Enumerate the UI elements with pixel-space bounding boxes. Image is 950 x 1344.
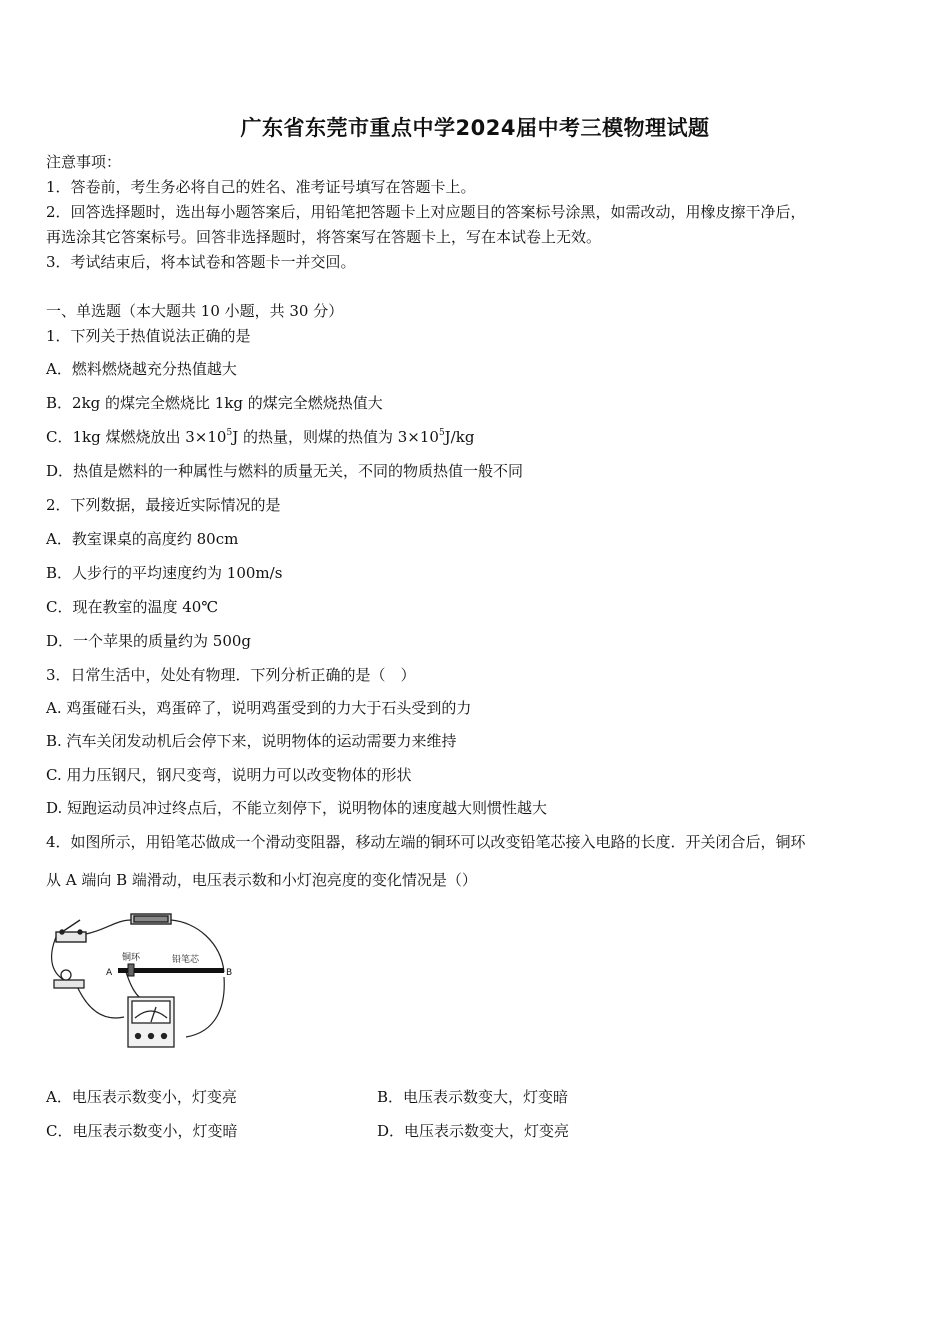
q3-stem: 3．日常生活中，处处有物理．下列分析正确的是（ ） (46, 666, 416, 684)
q3-option-c: C. 用力压钢尺，钢尺变弯，说明力可以改变物体的形状 (46, 766, 412, 784)
label-b: B (226, 968, 233, 978)
q4-option-a: A．电压表示数变小，灯变亮 (46, 1088, 237, 1106)
q4-option-c: C．电压表示数变小，灯变暗 (46, 1122, 238, 1140)
q4-stem-line-1: 4．如图所示，用铅笔芯做成一个滑动变阻器，移动左端的铜环可以改变铅笔芯接入电路的长度．开关闭合后，铜环 (46, 833, 806, 851)
q4-option-d: D．电压表示数变大，灯变亮 (377, 1122, 570, 1140)
q3-option-a: A. 鸡蛋碰石头，鸡蛋碎了，说明鸡蛋受到的力大于石头受到的力 (46, 699, 472, 717)
q3-option-b: B. 汽车关闭发动机后会停下来，说明物体的运动需要力来维持 (46, 732, 457, 750)
q1-option-a: A．燃料燃烧越充分热值越大 (46, 360, 237, 378)
battery-icon (131, 914, 171, 924)
q2-option-b: B．人步行的平均速度约为 100m/s (46, 564, 283, 582)
pencil-lead (118, 964, 224, 976)
q2-stem: 2．下列数据，最接近实际情况的是 (46, 496, 281, 514)
q1-option-c (46, 427, 474, 447)
notice-item-3: 3．考试结束后，将本试卷和答题卡一并交回。 (46, 253, 356, 271)
label-a: A (106, 968, 113, 978)
q4-stem-line-2: 从 A 端向 B 端滑动，电压表示数和小灯泡亮度的变化情况是（） (46, 871, 477, 889)
q1-stem: 1．下列关于热值说法正确的是 (46, 327, 251, 345)
q1-option-c-part2: J 的热量，则煤的热值为 3×10 (232, 428, 439, 446)
notice-heading: 注意事项： (46, 153, 122, 171)
notice-item-2-line-1: 2．回答选择题时，选出每小题答案后，用铅笔把答题卡上对应题目的答案标号涂黑，如需改动，用橡皮擦干净后， (46, 203, 806, 221)
label-pencil-lead: 铅笔芯 (172, 955, 200, 965)
q2-option-c: C．现在教室的温度 40℃ (46, 598, 219, 616)
notice-item-1: 1．答卷前，考生务必将自己的姓名、准考证号填写在答题卡上。 (46, 178, 476, 196)
q4-option-b: B．电压表示数变大，灯变暗 (377, 1088, 569, 1106)
notice-item-2-line-2: 再选涂其它答案标号。回答非选择题时，将答案写在答题卡上，写在本试卷上无效。 (46, 228, 602, 246)
q3-option-d: D. 短跑运动员冲过终点后，不能立刻停下，说明物体的速度越大则惯性越大 (46, 799, 548, 817)
section-heading: 一、单选题（本大题共 10 小题，共 30 分） (46, 302, 344, 320)
voltmeter-icon (128, 997, 174, 1047)
circuit-figure (46, 912, 246, 1057)
q1-option-d: D．热值是燃料的一种属性与燃料的质量无关，不同的物质热值一般不同 (46, 462, 524, 480)
page-title: 广东省东莞市重点中学2024届中考三模物理试题 (240, 116, 710, 140)
q1-option-c-exponent-1: 5 (226, 428, 233, 438)
bulb-icon (54, 970, 84, 988)
q1-option-c-exponent-2: 5 (438, 428, 445, 438)
q1-option-b: B．2kg 的煤完全燃烧比 1kg 的煤完全燃烧热值大 (46, 394, 383, 412)
q1-option-c-part3: J/kg (444, 428, 475, 446)
q2-option-d: D．一个苹果的质量约为 500g (46, 632, 252, 650)
label-copper-ring: 铜环 (122, 953, 141, 963)
q2-option-a: A．教室课桌的高度约 80cm (46, 530, 239, 548)
switch-icon (56, 920, 86, 942)
q1-option-c-part1: C．1kg 煤燃烧放出 3×10 (46, 428, 227, 446)
